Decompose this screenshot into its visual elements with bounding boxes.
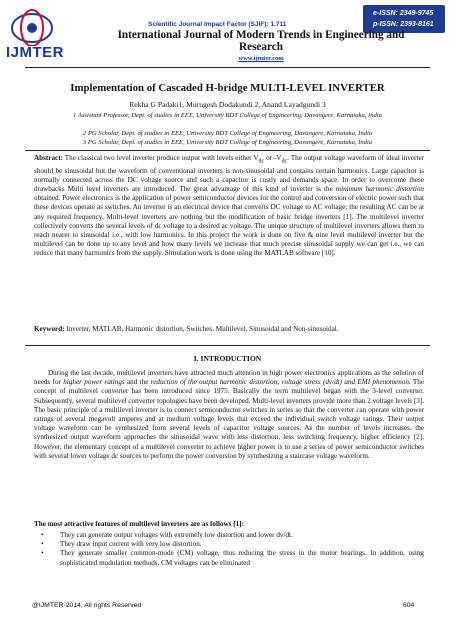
- bullet-icon: •: [41, 540, 44, 549]
- header-divider: [25, 67, 430, 68]
- page-number: 604: [403, 602, 415, 609]
- affiliation-1: 1 Assistant Professor, Dept. of studies in EEE, University BDT College of Engineering, Davangere, Karnataka, India: [73, 112, 382, 119]
- abstract: Abstract: The classical two level inverter produce output with levels either $V_{dc}$ or $-V_{dc}$. The output voltage waveform of ideal inverter should be sinusoidal but the waveform of conventional inverters is non-sinusoidal and contains certain harmonics. Large capacitor is normally connected across the DC voltage source and such a capacitor is costly and demands space. In order to overcome these drawbacks Multi level inverters are introduced. The great advantage of this kind of inverter is the minimum harmonic distortion obtained. Power electronics is the application of power semiconductor devices for the control and conversion of electric power such that these devices operate as switches. An inverter is an electrical device that converts DC voltage to AC voltage; the resulting AC can be at any required frequency. Multi-level inverters are nothing but the modification of basic bridge inverters [1]. The multilevel inverter collectively converts the several levels of dc voltage to a desired ac voltage. The unique structure of multilevel inverters allows them to reach nearer to sinusoidal i.e., with low harmonics. In this project the work is done on five & nine level multilevel inverter but the multilevel can be done up to any level and how many levels we increase that much precise sinusoidal supply we can get i.e., we can reduce that many harmonics from the supply. Simulation work is done using the MATLAB software [10].: [34, 154, 424, 258]
- logo-text: IJMTER: [6, 44, 65, 61]
- keywords-label: Keyword:: [34, 325, 65, 333]
- journal-url[interactable]: www.ijmter.com: [238, 55, 284, 62]
- list-item: • They generate smaller common-mode (CM) voltage, thus reducing the stress in the motor bearings. In addition, using sophisticated modulation methods, CM voltages can be eliminated: [41, 549, 424, 567]
- bullet-icon: •: [41, 531, 44, 539]
- affiliation-3: 3 PG Scholar, Dept. of studies in EEE, University BDT College of Engineering, Davangere, Karnataka, India: [82, 139, 373, 146]
- impact-factor: Scientific Journal Impact Factor (SJIF): 1.711: [148, 21, 287, 28]
- list-item: • They draw input current with very low distortion.: [41, 540, 202, 549]
- section-title-introduction: I. INTRODUCTION: [193, 354, 262, 363]
- affiliation-2: 2 PG Scholar, Dept. of studies in EEE, University BDT College of Engineering, Davangere, Karnataka, India: [82, 130, 373, 137]
- abstract-top-divider: [25, 150, 430, 151]
- list-item: • They can generate output voltages with extremely low distortion and lower dv/dt.: [41, 531, 293, 539]
- introduction-paragraph: During the last decade, multilevel inverters have attracted much attention in high power electronics applications as the solution of needs for higher power ratings and the reduction of the output harmonic distortion, voltage stress (dv/dt) and EMI phenomenon. The concept of multilevel converter has been introduced since 1975. Basically the term multilevel began with the 3-level converter. Subsequently, several multilevel converter topologies have been developed. Multi-level inverters provide more than 2 voltage levels [3]. The basic principle of a multilevel inverter is to connect semiconductor switches in series so that the converter can operate with power ratings of several megavolt amperes and at medium voltage levels that exceed the individual switch voltage ratings. Their output voltage waveform can be synthesized from several levels of capacitor voltage sources. As the number of levels increases, the synthesized output waveform approaches the sinusoidal wave with less distortion, less switching frequency, higher efficiency [2]. However, the elementary concept of a multilevel converter to achieve higher power is to use a series of power semiconductor switches with several lower voltage dc sources to perform the power conversion by synthesizing a staircase voltage waveform.: [34, 369, 425, 460]
- footer-copyright: @IJMTER-2014, All rights Reserved: [32, 602, 142, 609]
- keywords: Keyword: Inverter, MATLAB, Harmonic distortion, Switches, Multilevel, Sinusoidal and Non-sinusoidal.: [34, 325, 339, 333]
- features-heading: The most attractive features of multilevel inverters are as follows [1]:: [34, 520, 244, 528]
- journal-title: International Journal of Modern Trends in Engineering and Research: [117, 29, 405, 53]
- ijmter-logo-icon: [8, 6, 56, 46]
- pissn: p-ISSN: 2393-8161: [373, 21, 434, 28]
- authors: Rekha G Padaki1, Murugesh Dodakundi 2, Anand Layadgundi 3: [129, 100, 326, 109]
- paper-title: Implementation of Cascaded H-bridge MULTI-LEVEL INVERTER: [70, 82, 385, 94]
- abstract-bottom-divider: [25, 345, 430, 346]
- bullet-icon: •: [41, 549, 44, 558]
- eissn: e-ISSN: 2349-9745: [373, 10, 434, 17]
- features-list: [34, 531, 424, 568]
- abstract-label: Abstract:: [34, 154, 63, 162]
